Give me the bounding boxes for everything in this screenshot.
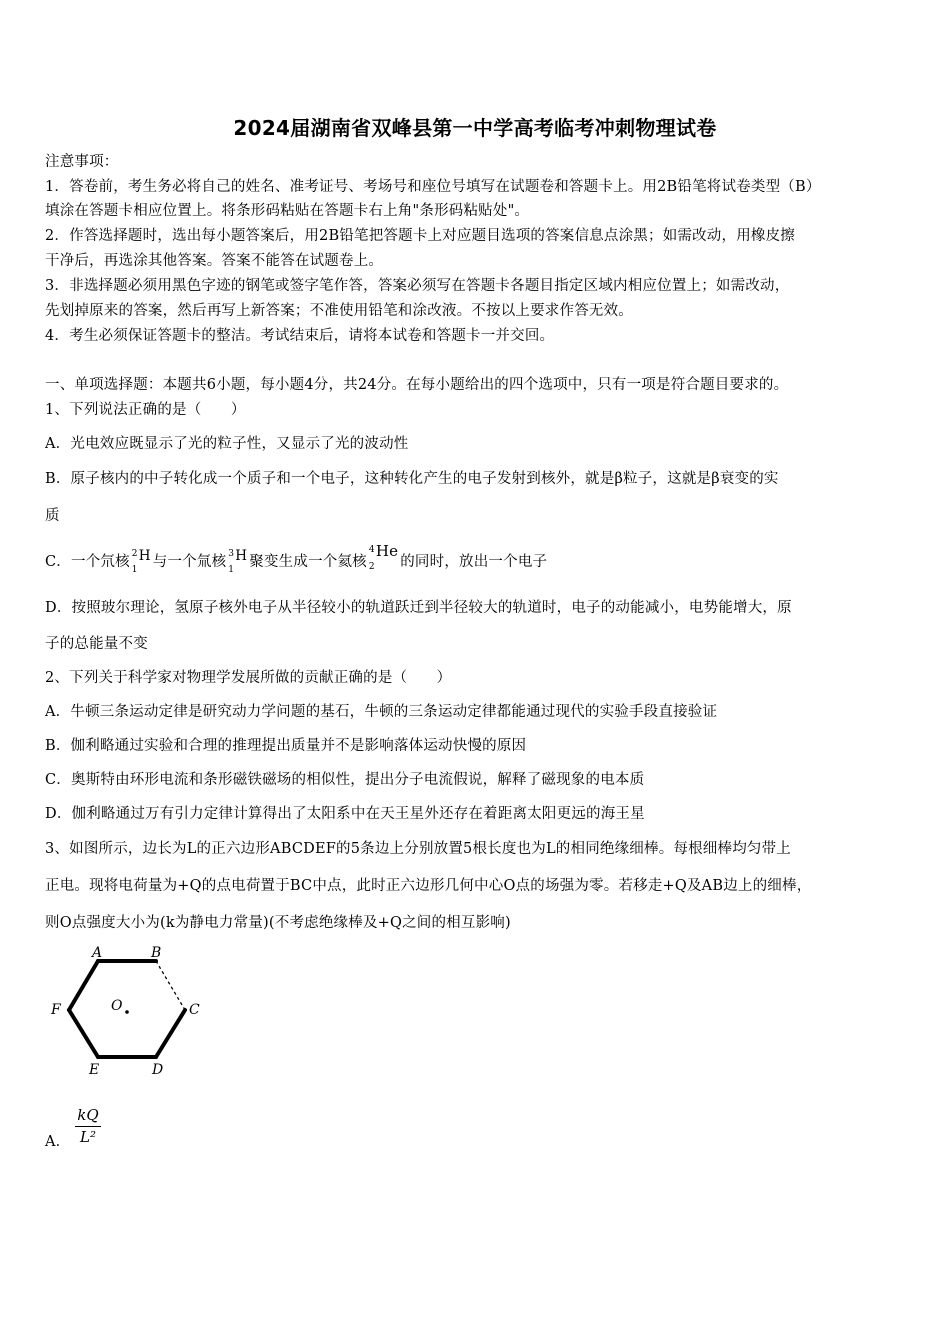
iso-mass: 3 xyxy=(228,549,235,559)
notice-line: 1．答卷前，考生务必将自己的姓名、准考证号、考场号和座位号填写在试题卷和答题卡上。用2B铅笔将试卷类型（B） xyxy=(45,179,821,195)
q1-option-d-cont: 子的总能量不变 xyxy=(45,636,148,652)
fraction-numerator: kQ xyxy=(75,1106,101,1127)
q1-c-prefix: C．一个氘核 xyxy=(45,554,130,570)
q2-stem: 2、下列关于科学家对物理学发展所做的贡献正确的是（ ） xyxy=(45,670,452,686)
q1-option-b: B．原子核内的中子转化成一个质子和一个电子，这种转化产生的电子发射到核外，就是β粒子，这就是β衰变的实 xyxy=(45,471,779,487)
iso-element: H xyxy=(138,548,151,564)
notice-line: 先划掉原来的答案，然后再写上新答案；不准使用铅笔和涂改液。不按以上要求作答无效。 xyxy=(45,303,633,319)
vertex-label-c: C xyxy=(189,1002,200,1018)
iso-mass: 4 xyxy=(368,545,375,555)
q1-option-a: A．光电效应既显示了光的粒子性，又显示了光的波动性 xyxy=(45,436,409,452)
rod-ef xyxy=(69,1010,98,1057)
vertex-label-e: E xyxy=(89,1062,100,1078)
vertex-label-b: B xyxy=(151,945,162,961)
q2-option-c: C．奥斯特由环形电流和条形磁铁磁场的相似性，提出分子电流假说，解释了磁现象的电本质 xyxy=(45,772,645,788)
q3-option-a-fraction xyxy=(75,1106,115,1146)
q3-stem-cont: 正电。现将电荷量为+Q的点电荷置于BC中点，此时正六边形几何中心O点的场强为零。若移走+Q及AB边上的细棒， xyxy=(45,878,812,894)
iso-mass: 2 xyxy=(131,549,138,559)
q2-option-a: A．牛顿三条运动定律是研究动力学问题的基石，牛顿的三条运动定律都能通过现代的实验手段直接验证 xyxy=(45,704,718,720)
q2-option-b: B．伽利略通过实验和合理的推理提出质量并不是影响落体运动快慢的原因 xyxy=(45,738,527,754)
q2-option-d: D．伽利略通过万有引力定律计算得出了太阳系中在天王星外还存在着距离太阳更远的海王星 xyxy=(45,806,645,822)
rod-cd xyxy=(156,1010,185,1057)
page-title: 2024届湖南省双峰县第一中学高考临考冲刺物理试卷 xyxy=(233,116,717,140)
q1-option-c xyxy=(45,542,548,575)
triton-symbol xyxy=(228,548,248,575)
iso-charge: 2 xyxy=(368,562,375,572)
q3-option-a-label: A． xyxy=(45,1134,71,1150)
rod-fa xyxy=(69,961,98,1010)
notice-line: 干净后，再选涂其他答案。答案不能答在试题卷上。 xyxy=(45,253,384,269)
notice-line: 填涂在答题卡相应位置上。将条形码粘贴在答题卡右上角"条形码粘贴处"。 xyxy=(45,203,530,219)
iso-charge: 1 xyxy=(131,565,138,575)
hexagon-figure xyxy=(45,944,215,1080)
q3-stem-cont: 则O点强度大小为(k为静电力常量)(不考虑绝缘棒及+Q之间的相互影响) xyxy=(45,915,511,931)
q1-c-mid1: 与一个氚核 xyxy=(152,554,227,570)
helium-symbol xyxy=(368,542,399,572)
deuteron-symbol xyxy=(131,548,151,575)
vertex-label-f: F xyxy=(51,1002,61,1018)
hexagon-rods xyxy=(69,961,185,1057)
q1-option-b-cont: 质 xyxy=(45,508,60,524)
section-heading: 一、单项选择题：本题共6小题，每小题4分，共24分。在每小题给出的四个选项中，只有一项是符合题目要求的。 xyxy=(45,377,789,393)
iso-element: He xyxy=(375,542,399,560)
notice-heading: 注意事项： xyxy=(45,154,119,170)
iso-charge: 1 xyxy=(228,565,235,575)
q1-c-suffix: 的同时，放出一个电子 xyxy=(400,554,548,570)
notice-line: 3．非选择题必须用黑色字迹的钢笔或签字笔作答，答案必须写在答题卡各题目指定区域内相应位置上；如需改动， xyxy=(45,278,790,294)
q1-stem: 1、下列说法正确的是（ ） xyxy=(45,402,246,418)
fraction-denominator: L² xyxy=(80,1128,96,1146)
q1-option-d: D．按照玻尔理论，氢原子核外电子从半径较小的轨道跃迁到半径较大的轨道时，电子的动能减小，电势能增大，原 xyxy=(45,600,792,616)
edge-bc-dashed xyxy=(156,961,185,1010)
notice-line: 2．作答选择题时，选出每小题答案后，用2B铅笔把答题卡上对应题目选项的答案信息点涂黑；如需改动，用橡皮擦 xyxy=(45,228,796,244)
center-label-o: O xyxy=(111,998,123,1014)
vertex-label-a: A xyxy=(92,945,103,961)
notice-line: 4．考生必须保证答题卡的整洁。考试结束后，请将本试卷和答题卡一并交回。 xyxy=(45,328,555,344)
vertex-label-d: D xyxy=(152,1062,164,1078)
center-point xyxy=(125,1010,129,1014)
q1-c-mid2: 聚变生成一个氦核 xyxy=(249,554,367,570)
q3-stem: 3、如图所示，边长为L的正六边形ABCDEF的5条边上分别放置5根长度也为L的相同绝缘细棒。每根细棒均匀带上 xyxy=(45,841,791,857)
iso-element: H xyxy=(235,548,248,564)
